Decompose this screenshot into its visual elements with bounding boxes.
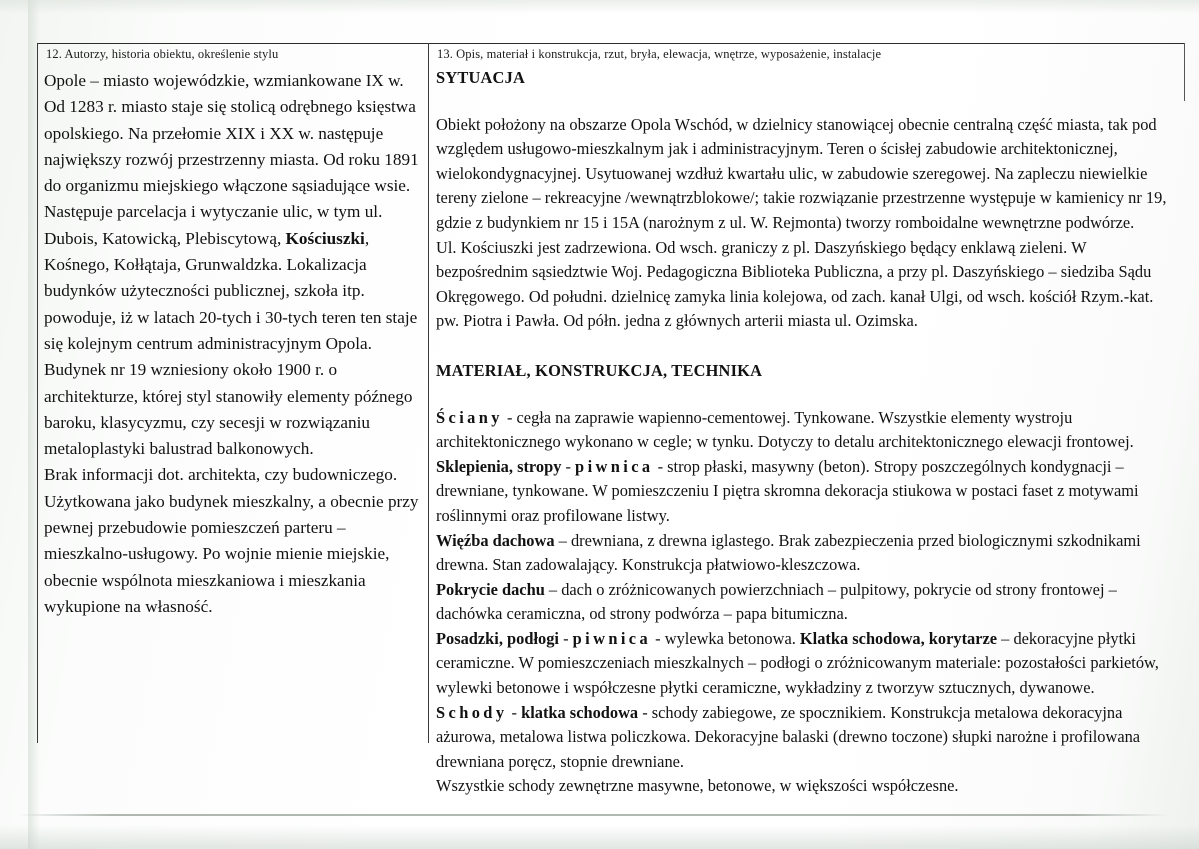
right-section-1-paragraph-0 bbox=[436, 406, 1180, 455]
right-section-1-paragraph-2 bbox=[436, 529, 1180, 578]
right-s1p4-run-4: Klatka schodowa, korytarze bbox=[799, 628, 998, 648]
right-s1p5-run-2: klatka schodowa bbox=[521, 702, 639, 722]
right-s1p4-run-2: piwnica bbox=[572, 628, 652, 648]
right-s1p2-run-0: Więźba dachowa bbox=[436, 530, 555, 550]
right-s1p1-run-1: - bbox=[561, 456, 576, 476]
left-p0-run-2: , Kośnego, Kołłątaja, Grunwaldzka. Lokalizacja budynków użyteczności publicznej, szkoła itp. powoduje, iż w latach 20-tych i 30-tych teren ten staje się kolejnym centrum administracyjnym Opola. bbox=[44, 228, 418, 353]
left-paragraph-3 bbox=[44, 489, 422, 620]
right-s1p4-run-0: Posadzki, podłogi bbox=[436, 628, 559, 648]
right-s1p5-run-0: Schody bbox=[436, 702, 508, 722]
table-left-border bbox=[37, 43, 38, 743]
left-paragraph-0 bbox=[44, 68, 422, 357]
section-title-gap-1 bbox=[436, 384, 1180, 406]
table-right-border bbox=[1184, 43, 1185, 101]
paper-edge-line bbox=[18, 814, 1168, 816]
table-top-rule bbox=[37, 43, 1185, 44]
right-column-body bbox=[436, 66, 1180, 799]
section-title-gap-0 bbox=[436, 91, 1180, 113]
scan-edge-shadow-left bbox=[28, 0, 40, 849]
right-s1p5-run-1: - bbox=[507, 702, 522, 722]
right-s1p4-run-1: - bbox=[558, 628, 573, 648]
right-s1p4-run-5: – dekoracyjne płytki ceramiczne. W pomieszczeniach mieszkalnych – podłogi o zróżnicowanym materiale: pozostałości parkietów, wylewki betonowe i współczesne płytki ceramiczne, wykładziny z tworzyw sztucznych, dywanowe. bbox=[436, 628, 1159, 698]
right-s0p1-run-0: Ul. Kościuszki jest zadrzewiona. Od wsch. graniczy z pl. Daszyńskiego będący enklawą zieleni. W bezpośrednim sąsiedztwie Woj. Pedagogiczna Biblioteka Publiczna, a przy pl. Daszyńskiego – siedziba Sądu Okręgowego. Od południ. dzielnicę zamyka linia kolejowa, od zach. kanał Ulgi, od wsch. kościół Rzym.-kat. pw. Piotra i Pawła. Od półn. jedna z głównych arterii miasta ul. Ozimska. bbox=[436, 237, 1154, 331]
left-paragraph-1 bbox=[44, 357, 422, 462]
section-gap-0 bbox=[436, 334, 1180, 359]
left-p3-run-0: Użytkowana jako budynek mieszkalny, a obecnie przy pewnej przebudowie pomieszczeń parteru – mieszkalno-usługowy. Po wojnie mienie miejskie, obecnie wspólnota mieszkaniowa i mieszkania wykupione na własność. bbox=[44, 491, 419, 616]
right-s1p3-run-0: Pokrycie dachu bbox=[436, 579, 545, 599]
right-s1p0-run-0: Ściany bbox=[436, 407, 503, 427]
right-s1p5-run-3: - schody zabiegowe, ze spocznikiem. Konstrukcja metalowa dekoracyjna ażurowa, metalowa listwa policzkowa. Dekoracyjne balaski (drewno toczone) słupki narożne i profilowana drewniana poręcz, stopnie drewniane. bbox=[436, 702, 1141, 771]
right-s1p3-run-1: – dach o zróżnicowanych powierzchniach – pulpitowy, pokrycie od strony frontowej – dachówka ceramiczna, od strony podwórza – papa bitumiczna. bbox=[436, 579, 1117, 624]
right-s0p0-run-0: Obiekt położony na obszarze Opola Wschód, w dzielnicy stanowiącej obecnie centralną część miasta, tak pod względem usługowo-mieszkalnym jak i administracyjnym. Teren o ścisłej zabudowie architektonicznej, wielokondygnacyjnej. Usytuowanej wzdłuż kwartału ulic, w zabudowie szeregowej. Na zapleczu niewielkie tereny zielone – rekreacyjne /wewnątrzblokowe/; takie rozwiązanie przestrzenne występuje w kamienicy nr 19, gdzie z budynkiem nr 15 i 15A (narożnym z ul. W. Rejmonta) tworzy romboidalne wewnętrzne podwórze. bbox=[436, 114, 1167, 232]
left-p0-run-1: Kościuszki bbox=[285, 228, 365, 248]
right-s1p0-run-1: - cegła na zaprawie wapienno-cementowej. Tynkowane. Wszystkie elementy wystroju architektonicznego wykonano w cegle; w tynku. Dotyczy to detalu architektonicznego elewacji frontowej. bbox=[436, 407, 1134, 452]
table-column-divider bbox=[428, 43, 429, 743]
right-section-1-paragraph-6 bbox=[436, 774, 1180, 799]
right-section-0-paragraph-1 bbox=[436, 236, 1180, 334]
left-column-body bbox=[44, 68, 422, 620]
left-p1-run-0: Budynek nr 19 wzniesiony około 1900 r. o architekturze, której styl stanowiły elementy późnego baroku, klasycyzmu, czy secesji w rozwiązaniu metaloplastyki balustrad balkonowych. bbox=[44, 360, 413, 459]
right-section-1-paragraph-1 bbox=[436, 455, 1180, 529]
right-s1p1-run-2: piwnica bbox=[575, 456, 654, 476]
right-section-1-paragraph-3 bbox=[436, 578, 1180, 627]
right-section-0-paragraph-0 bbox=[436, 113, 1180, 236]
right-s1p6-run-0: Wszystkie schody zewnętrzne masywne, betonowe, w większości współczesne. bbox=[436, 776, 959, 796]
left-p2-run-0: Brak informacji dot. architekta, czy budowniczego. bbox=[44, 465, 398, 485]
left-paragraph-2 bbox=[44, 462, 422, 488]
right-section-1-paragraph-5 bbox=[436, 701, 1180, 775]
right-s1p1-run-0: Sklepienia, stropy bbox=[436, 456, 562, 476]
left-column-header: 12. Autorzy, historia obiektu, określenie stylu bbox=[46, 47, 279, 61]
section-title-0: SYTUACJA bbox=[436, 68, 526, 87]
scan-edge-shadow-bottom bbox=[0, 825, 1199, 849]
left-p0-run-0: Opole – miasto wojewódzkie, wzmiankowane IX w. Od 1283 r. miasto staje się stolicą odrębnego księstwa opolskiego. Na przełomie XIX i XX w. następuje największy rozwój przestrzenny miasta. Od roku 1891 do organizmu miejskiego włączone sąsiadujące wsie. Następuje parcelacja i wytyczanie ulic, w tym ul. Dubois, Katowicką, Plebiscytową, bbox=[44, 71, 419, 248]
right-s1p2-run-1: – drewniana, z drewna iglastego. Brak zabezpieczenia przed biologicznymi szkodnikami drewna. Stan zadowalający. Konstrukcja płatwiowo-kleszczowa. bbox=[436, 530, 1141, 575]
section-title-1: MATERIAŁ, KONSTRUKCJA, TECHNIKA bbox=[436, 360, 763, 380]
right-column-header: 13. Opis, materiał i konstrukcja, rzut, bryła, elewacja, wnętrze, wyposażenie, instalacje bbox=[437, 47, 882, 61]
right-section-1-paragraph-4 bbox=[436, 627, 1180, 701]
right-s1p1-run-3: - strop płaski, masywny (beton). Stropy poszczególnych kondygnacji – drewniane, tynkowane. W pomieszczeniu I piętra skromna dekoracja stiukowa w postaci faset z motywami roślinnymi oraz profilowane listwy. bbox=[436, 456, 1139, 525]
scan-edge-shadow-top bbox=[0, 0, 1199, 14]
right-s1p4-run-3: - wylewka betonowa. bbox=[651, 628, 800, 648]
